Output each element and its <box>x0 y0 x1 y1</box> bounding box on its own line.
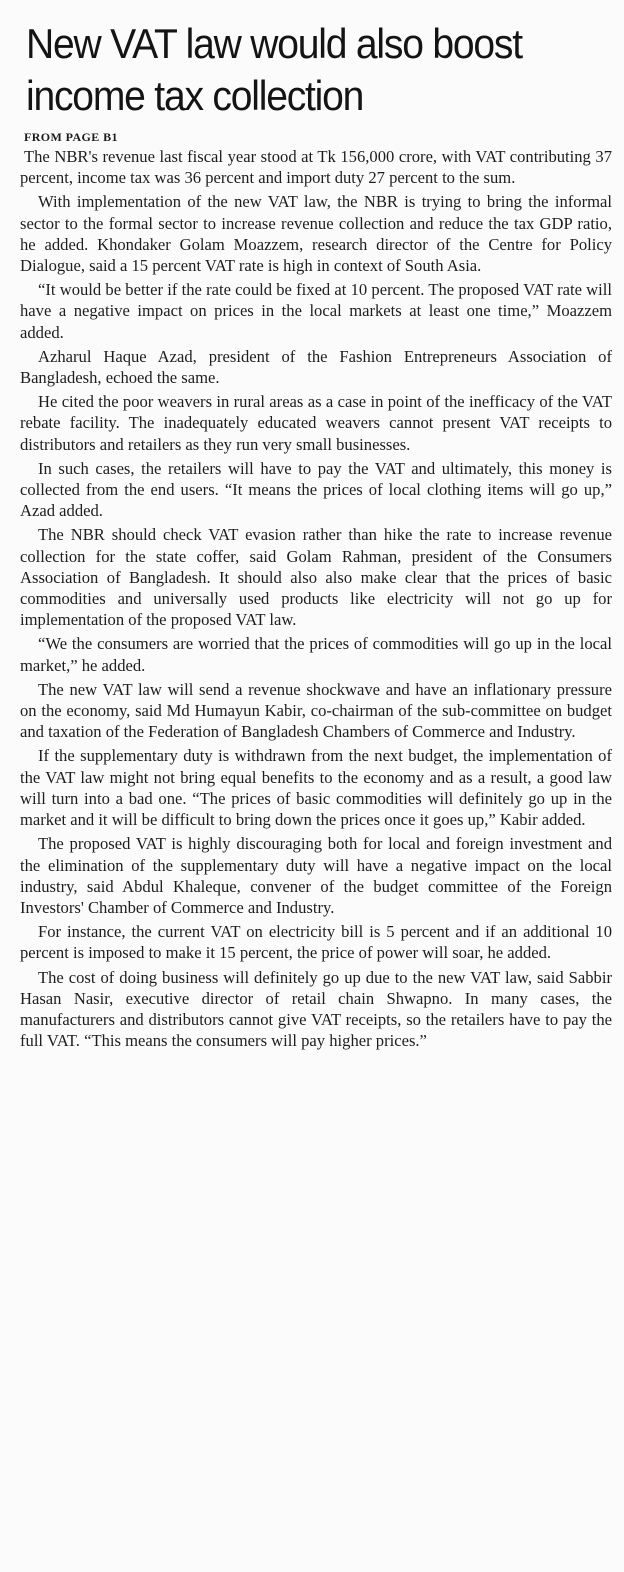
body-paragraph: With implementation of the new VAT law, the NBR is trying to bring the informal sector to the formal sector to increase revenue collection and reduce the tax GDP ratio, he added. Khondaker Golam Moazzem, research director of the Centre for Policy Dialogue, said a 15 percent VAT rate is high in context of South Asia. <box>20 192 612 276</box>
article-headline <box>26 18 571 122</box>
body-paragraph: The NBR's revenue last fiscal year stood at Tk 156,000 crore, with VAT contributing 37 percent, income tax was 36 percent and import duty 27 percent to the sum. <box>20 147 612 188</box>
article-body <box>20 146 612 1051</box>
body-paragraph: In such cases, the retailers will have to pay the VAT and ultimately, this money is collected from the end users. “It means the prices of local clothing items will go up,” Azad added. <box>20 458 612 521</box>
body-paragraph: Azharul Haque Azad, president of the Fashion Entrepreneurs Association of Bangladesh, echoed the same. <box>20 346 612 388</box>
body-paragraph: The new VAT law will send a revenue shockwave and have an inflationary pressure on the economy, said Md Humayun Kabir, co-chairman of the sub-committee on budget and taxation of the Federation of Bangladesh Chambers of Commerce and Industry. <box>20 679 612 742</box>
body-paragraph: “It would be better if the rate could be fixed at 10 percent. The proposed VAT rate will have a negative impact on prices in the local markets at least one time,” Moazzem added. <box>20 280 612 342</box>
body-paragraph: The NBR should check VAT evasion rather than hike the rate to increase revenue collection for the state coffer, said Golam Rahman, president of the Consumers Association of Bangladesh. It should also also make clear that the prices of basic commodities and universally used products like electricity will not go up for implementation of the proposed VAT law. <box>20 525 612 630</box>
body-paragraph: If the supplementary duty is withdrawn from the next budget, the implementation of the VAT law might not bring equal benefits to the economy and as a result, a good law will turn into a bad one. “The prices of basic commodities will definitely go up in the market and it will be difficult to bring down the prices once it goes up,” Kabir added. <box>20 746 612 830</box>
continuation-dateline: FROM PAGE B1 <box>24 130 118 144</box>
headline-line-2: income tax collection <box>26 72 364 119</box>
body-paragraph: He cited the poor weavers in rural areas as a case in point of the inefficacy of the VAT rebate facility. The inadequately educated weavers cannot present VAT receipts to distributors and retailers as they run very small businesses. <box>20 392 612 454</box>
body-paragraph: The proposed VAT is highly discouraging both for local and foreign investment and the elimination of the supplementary duty will have a negative impact on the local industry, said Abdul Khaleque, convener of the budget committee of the Foreign Investors' Chamber of Commerce and Industry. <box>20 834 612 917</box>
headline-line-1: New VAT law would also boost <box>26 20 522 67</box>
body-paragraph: The cost of doing business will definitely go up due to the new VAT law, said Sabbir Hasan Nasir, executive director of retail chain Shwapno. In many cases, the manufacturers and distributors cannot give VAT receipts, so the retailers have to pay the full VAT. “This means the consumers will pay higher prices.” <box>20 967 612 1051</box>
body-paragraph: For instance, the current VAT on electricity bill is 5 percent and if an additional 10 percent is imposed to make it 15 percent, the price of power will soar, he added. <box>20 922 612 963</box>
body-paragraph: “We the consumers are worried that the prices of commodities will go up in the local market,” he added. <box>20 634 612 675</box>
